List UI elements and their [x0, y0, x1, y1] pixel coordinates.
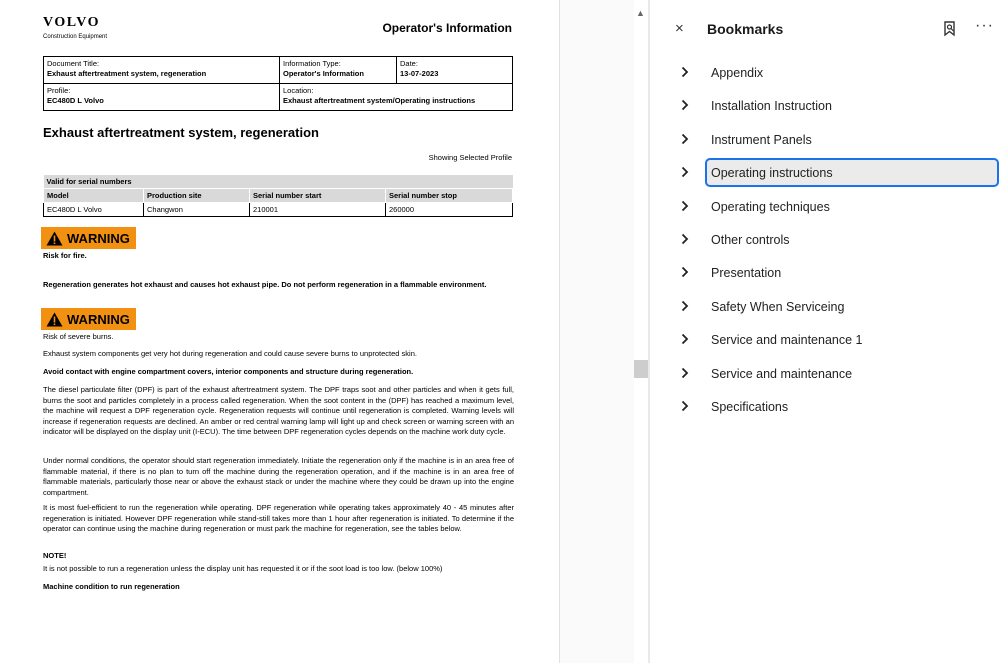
info-type-cell — [280, 57, 397, 84]
chevron-right-icon[interactable] — [679, 99, 691, 111]
subheading: Machine condition to run regeneration — [43, 582, 180, 591]
logo-subtitle: Construction Equipment — [43, 34, 108, 40]
serial-header: Model — [44, 189, 144, 203]
bookmark-label: Service and maintenance — [711, 366, 853, 381]
logo-wordmark: VOLVO — [43, 15, 100, 30]
location-key: Location: — [283, 86, 314, 95]
chevron-right-icon[interactable] — [679, 367, 691, 379]
bookmark-item[interactable] — [670, 257, 1000, 290]
bookmark-label: Specifications — [711, 399, 789, 414]
serial-cell: EC480D L Volvo — [44, 203, 144, 217]
chevron-right-icon[interactable] — [679, 66, 691, 78]
bookmark-label: Operating techniques — [711, 199, 830, 214]
chevron-right-icon[interactable] — [679, 200, 691, 212]
serial-header: Serial number start — [250, 189, 386, 203]
scroll-up-arrow-icon[interactable]: ▲ — [636, 8, 645, 18]
warning-bold-text: Avoid contact with engine compartment covers, interior components and structure during regeneration. — [43, 367, 414, 376]
warning-title: Risk of severe burns. — [43, 332, 114, 341]
serial-cell: 260000 — [386, 203, 513, 217]
serial-header: Serial number stop — [386, 189, 513, 203]
bookmark-item[interactable] — [670, 124, 1000, 157]
doc-title-cell — [44, 57, 280, 84]
bookmark-item[interactable] — [670, 391, 1000, 424]
bookmark-item[interactable] — [670, 358, 1000, 391]
date-key: Date: — [400, 59, 418, 68]
close-icon[interactable]: × — [675, 20, 684, 37]
bookmark-label: Appendix — [711, 66, 764, 80]
section-title: Exhaust aftertreatment system, regeneration — [43, 125, 319, 140]
paragraph-fuel-efficiency: It is most fuel-efficient to run the regeneration while operating. DPF regeneration while operating takes approximately 40 - 45 minutes after regeneration is initiated. However DPF regeneration while stand-still takes more than 1 hour after regeneration is initiated. To determine if the operator can continue using the machine during regeneration or must park the machine for regeneration, see the tables below. — [43, 503, 514, 533]
bookmark-search-icon[interactable] — [943, 21, 957, 42]
info-type-key: Information Type: — [283, 59, 341, 68]
note-label: NOTE! — [43, 551, 67, 560]
chevron-right-icon[interactable] — [679, 166, 691, 178]
bookmark-item[interactable] — [670, 57, 1000, 90]
profile-value: EC480D L Volvo — [47, 96, 104, 105]
profile-note: Showing Selected Profile — [428, 153, 512, 162]
chevron-right-icon[interactable] — [679, 300, 691, 312]
warning-label: WARNING — [67, 311, 130, 327]
volvo-logo — [43, 15, 107, 40]
bookmark-item[interactable] — [670, 224, 1000, 257]
bookmark-item[interactable] — [670, 324, 1000, 357]
more-options-icon[interactable]: ··· — [975, 17, 994, 34]
page-gap — [560, 0, 634, 663]
serial-cell: Changwon — [144, 203, 250, 217]
warning-badge — [41, 308, 136, 330]
bookmark-label: Operating instructions — [711, 166, 833, 181]
chevron-right-icon[interactable] — [679, 233, 691, 245]
warning-body: Regeneration generates hot exhaust and causes hot exhaust pipe. Do not perform regeneration in a flammable environment. — [43, 280, 487, 289]
bookmarks-panel — [650, 0, 1000, 663]
doc-title-value: Exhaust aftertreatment system, regeneration — [47, 69, 207, 78]
warning-triangle-icon — [46, 312, 63, 327]
warning-badge — [41, 227, 136, 249]
bookmark-label: Instrument Panels — [711, 132, 812, 147]
bookmark-item[interactable] — [670, 191, 1000, 224]
panel-title: Bookmarks — [707, 21, 784, 37]
date-value: 13-07-2023 — [400, 69, 439, 78]
bookmark-item[interactable] — [670, 157, 1000, 190]
bookmark-label: Safety When Serviceing — [711, 299, 845, 314]
bookmark-list — [670, 57, 1000, 424]
bookmark-label: Service and maintenance 1 — [711, 333, 863, 348]
chevron-right-icon[interactable] — [679, 133, 691, 145]
chevron-right-icon[interactable] — [679, 333, 691, 345]
scrollbar-thumb[interactable] — [634, 360, 648, 378]
table-row — [44, 203, 513, 217]
note-text: It is not possible to run a regeneration unless the display unit has requested it or if the soot load is too low. (below 100%) — [43, 564, 443, 573]
bookmark-item[interactable] — [670, 291, 1000, 324]
chevron-right-icon[interactable] — [679, 266, 691, 278]
warning-triangle-icon — [46, 231, 63, 246]
bookmark-label: Installation Instruction — [711, 99, 832, 114]
chevron-right-icon[interactable] — [679, 400, 691, 412]
bookmark-item[interactable] — [670, 90, 1000, 123]
document-info-table — [43, 56, 513, 111]
serial-cell: 210001 — [250, 203, 386, 217]
profile-cell — [44, 84, 280, 111]
document-heading: Operator's Information — [382, 21, 512, 35]
warning-label: WARNING — [67, 230, 130, 246]
profile-key: Profile: — [47, 86, 71, 95]
warning-body: Exhaust system components get very hot during regeneration and could cause severe burns to unprotected skin. — [43, 349, 417, 358]
serial-header: Production site — [144, 189, 250, 203]
paragraph-dpf: The diesel particulate filter (DPF) is part of the exhaust aftertreatment system. The DPF traps soot and other particles and when it gets full, burns the soot and particles completely in a process called regeneration. When the soot content in the (DPF) has reached a maximum level, the machine will request a DPF regeneration cycle. Regeneration requests will continue until regeneration is completed. Warning levels will increase if regeneration requests are declined. An amber or red central warning lamp will light up and check screen or warning screen with an indicator will be displayed on the display unit (I-ECU). The time between DPF regeneration cycles depends on the machine work duty cycle. — [43, 385, 514, 436]
paragraph-normal-conditions: Under normal conditions, the operator should start regeneration immediately. Initiate the regeneration only if the machine is in an area free of flammable material, if there is no plan to turn off the machine during the regeneration operation, and if the machine is in an area free of flammable materials, particularly those near or above the exhaust stack or under the machine where they could be drawn up into the engine compartment. — [43, 456, 514, 497]
serial-number-table — [43, 175, 513, 217]
bookmark-label: Presentation — [711, 266, 782, 281]
doc-title-key: Document Title: — [47, 59, 100, 68]
bookmark-label: Other controls — [711, 232, 790, 247]
warning-title: Risk for fire. — [43, 251, 87, 260]
location-cell — [280, 84, 513, 111]
serial-table-caption: Valid for serial numbers — [44, 175, 513, 189]
date-cell — [397, 57, 513, 84]
location-value: Exhaust aftertreatment system/Operating instructions — [283, 96, 476, 105]
info-type-value: Operator's Information — [283, 69, 364, 78]
